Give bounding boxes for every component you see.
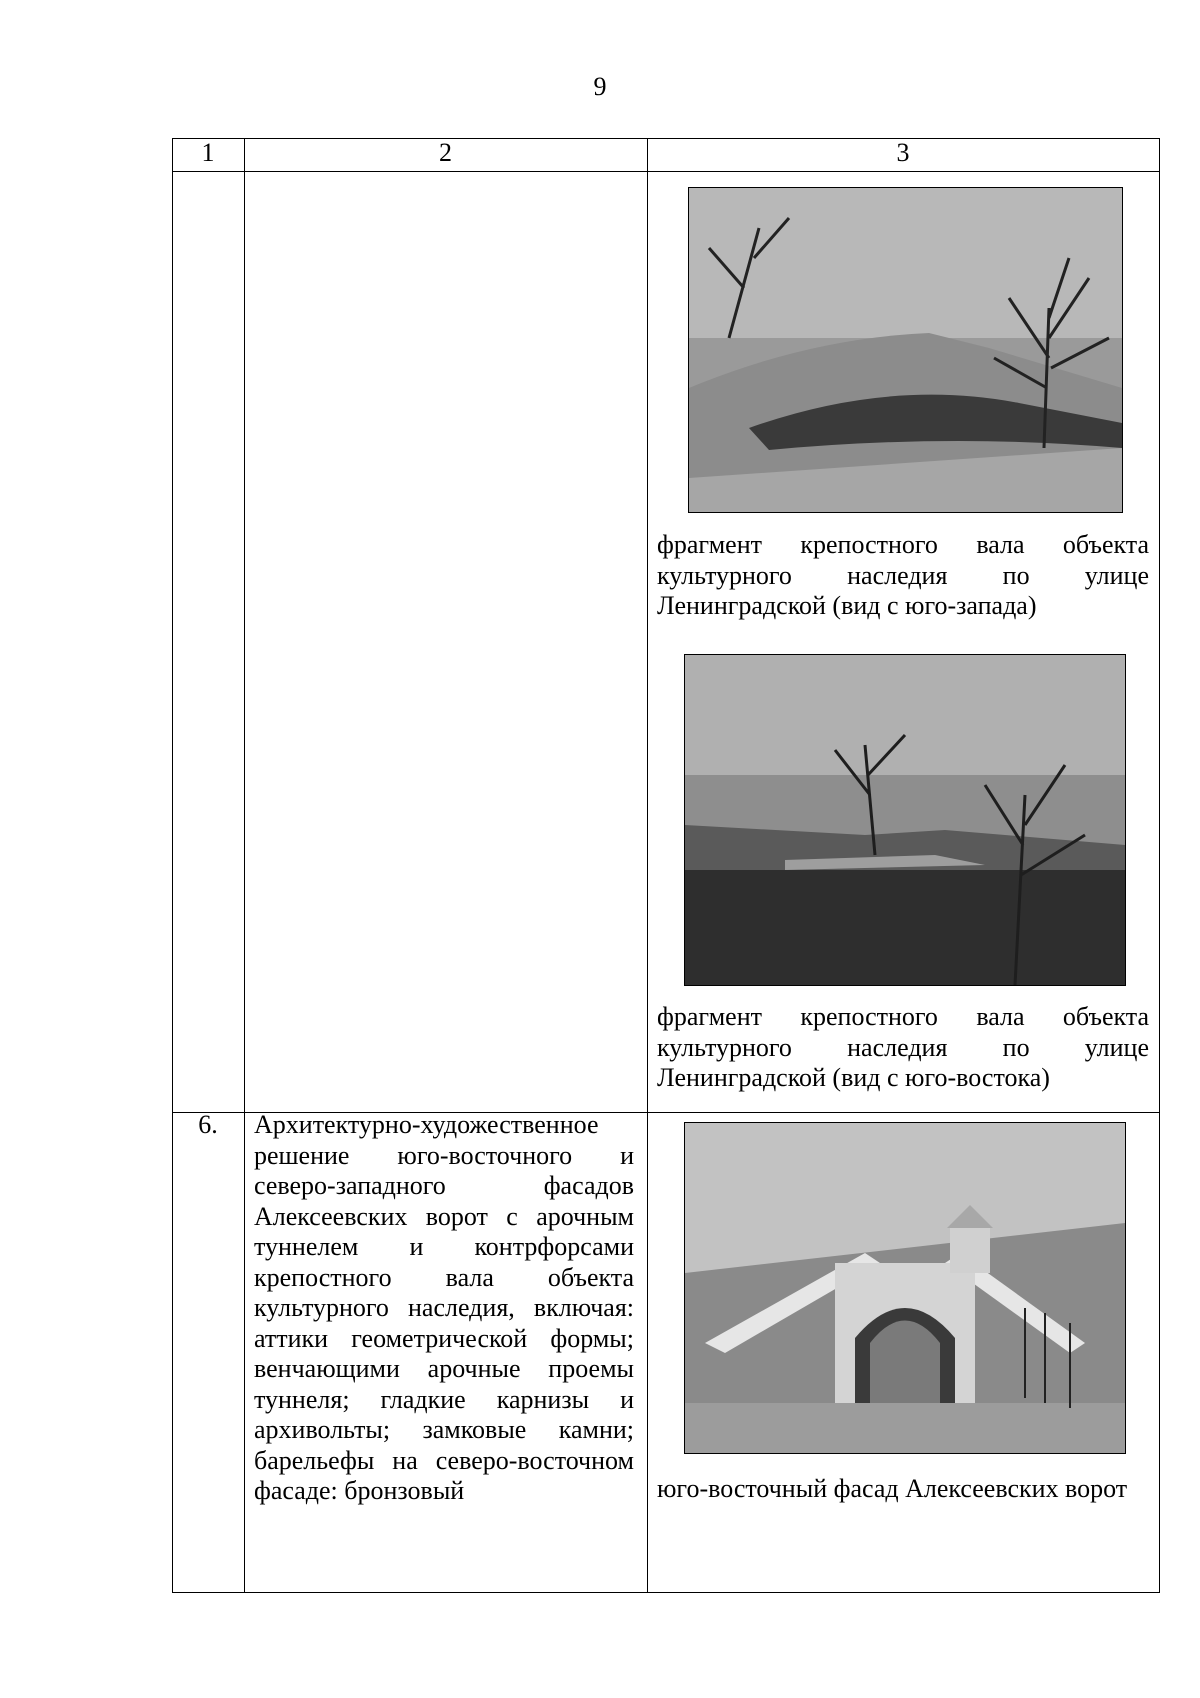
photo-caption: фрагмент крепостного вала объекта культурного наследия по улице Ленинградской (вид с юго-востока) <box>657 1002 1149 1092</box>
rampart-photo-southwest <box>688 187 1123 513</box>
photo-caption: юго-восточный фасад Алексеевских ворот <box>657 1474 1128 1503</box>
col-header-3: 3 <box>896 138 910 167</box>
alekseevsky-gate-photo <box>684 1122 1126 1454</box>
page-number: 9 <box>593 72 607 101</box>
heritage-description: Архитектурно-художественное решение юго-восточного и северо-западного фасадов Алексеевских ворот с арочным туннелем и контрфорсами крепостного вала объекта культурного наследия, включая: аттики геометрической формы; венчающими арочные проемы туннеля; гладкие карнизы и архивольты; замковые камни; барельефы на северо-восточном фасаде: бронзовый <box>254 1110 634 1505</box>
rampart-photo-southeast <box>684 654 1126 986</box>
col-header-2: 2 <box>439 138 452 167</box>
col-header-1: 1 <box>201 138 215 167</box>
row-number: 6. <box>198 1110 218 1139</box>
photo-caption: фрагмент крепостного вала объекта культурного наследия по улице Ленинградской (вид с юго-запада) <box>657 530 1149 620</box>
